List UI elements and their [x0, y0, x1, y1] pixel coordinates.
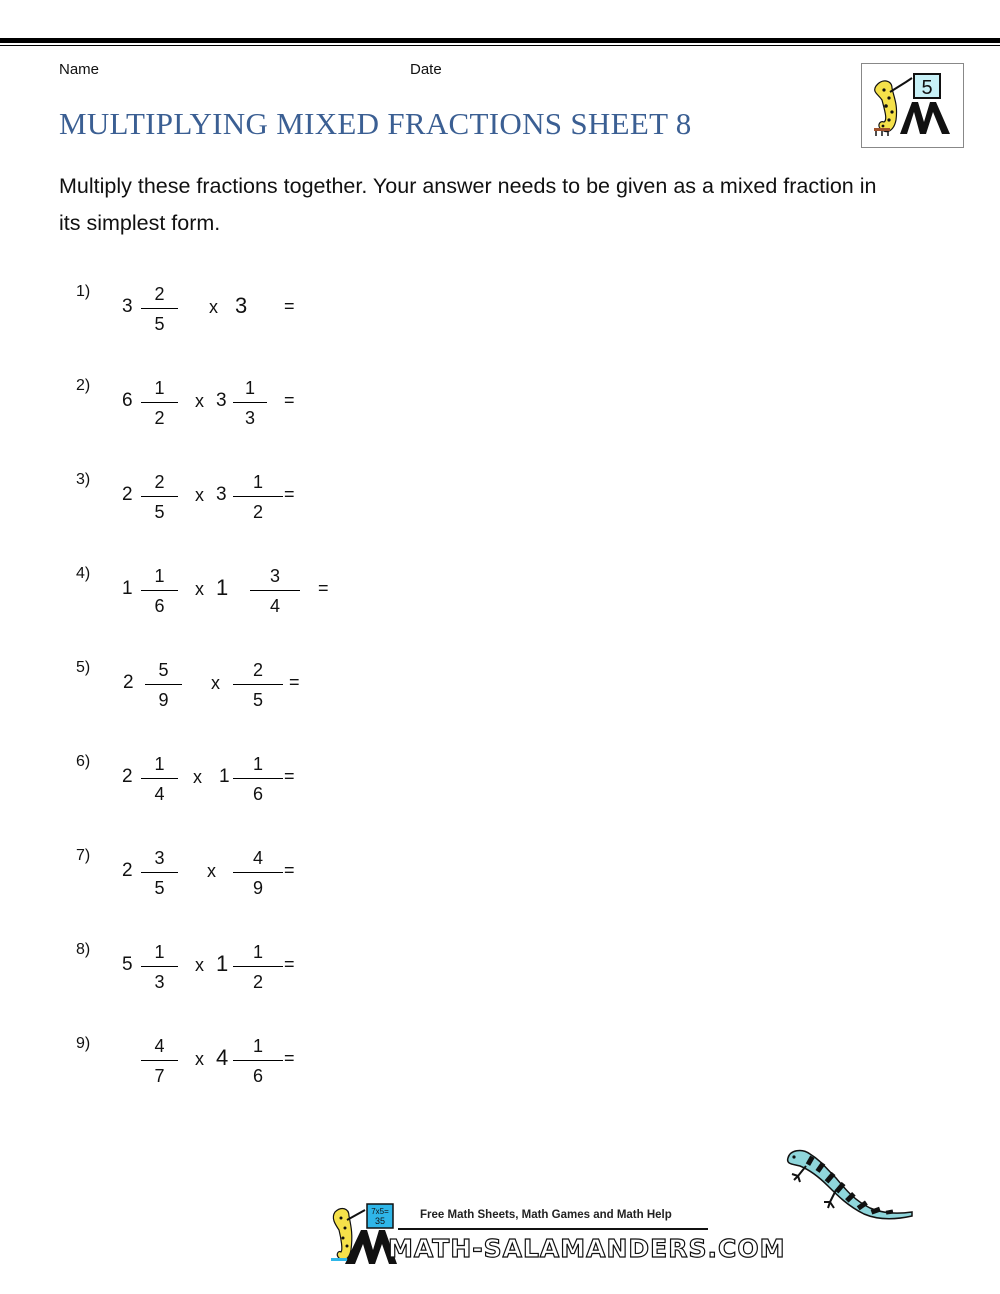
problem-number: 1): [76, 283, 91, 300]
second-fraction: [233, 940, 283, 994]
first-fraction: [141, 752, 178, 806]
first-fraction: [141, 282, 178, 336]
svg-text:35: 35: [374, 1216, 386, 1226]
numerator: 4: [252, 848, 263, 868]
denominator: 5: [252, 690, 263, 710]
fraction-bar: [141, 778, 178, 779]
denominator: 6: [252, 784, 263, 804]
denominator: 4: [269, 596, 280, 616]
second-fraction: [233, 376, 267, 430]
top-rule-thin: [0, 45, 1000, 46]
answer-space[interactable]: [304, 761, 424, 791]
answer-space[interactable]: [304, 949, 424, 979]
problem-item: [0, 565, 500, 635]
first-fraction: [141, 564, 178, 618]
numerator: 1: [154, 754, 165, 774]
first-fraction: [145, 658, 182, 712]
fraction-bar: [141, 1060, 178, 1061]
multiply-sign: x: [195, 955, 204, 975]
numerator: 4: [154, 1036, 165, 1056]
grade-logo: [861, 63, 964, 148]
equals-sign: =: [284, 390, 295, 410]
multiply-sign: x: [195, 485, 204, 505]
problem-item: [0, 941, 500, 1011]
numerator: 2: [154, 284, 165, 304]
denominator: 9: [158, 690, 169, 710]
fraction-bar: [145, 684, 182, 685]
denominator: 4: [154, 784, 165, 804]
problem-item: [0, 283, 500, 353]
first-whole-number: 1: [122, 578, 133, 599]
multiply-sign: x: [207, 861, 216, 881]
answer-space[interactable]: [304, 855, 424, 885]
numerator: 3: [154, 848, 165, 868]
multiply-sign: x: [195, 1049, 204, 1069]
fraction-bar: [233, 402, 267, 403]
numerator: 1: [154, 378, 165, 398]
fraction-bar: [141, 402, 178, 403]
second-fraction: [233, 470, 283, 524]
equals-sign: =: [284, 296, 295, 316]
second-fraction: [233, 1034, 283, 1088]
answer-space[interactable]: [304, 479, 424, 509]
fraction-bar: [141, 872, 178, 873]
fraction-bar: [233, 496, 283, 497]
second-fraction: [233, 752, 283, 806]
problem-item: [0, 847, 500, 917]
denominator: 5: [154, 502, 165, 522]
equals-sign: =: [284, 860, 295, 880]
date-label: Date: [410, 61, 442, 78]
numerator: 1: [252, 942, 263, 962]
problem-number: 5): [76, 659, 91, 676]
problem-number: 3): [76, 471, 91, 488]
denominator: 2: [154, 408, 165, 428]
numerator: 2: [252, 660, 263, 680]
second-fraction: [250, 564, 300, 618]
problem-number: 4): [76, 565, 91, 582]
first-fraction: [141, 940, 178, 994]
instructions-text: Multiply these fractions together. Your answer needs to be given as a mixed fraction in its simplest form.: [59, 174, 877, 235]
numerator: 1: [252, 754, 263, 774]
first-whole-number: 2: [122, 766, 133, 787]
problem-number: 2): [76, 377, 91, 394]
equals-sign: =: [284, 484, 295, 504]
problem-number: 8): [76, 941, 91, 958]
fraction-bar: [233, 872, 283, 873]
name-label: Name: [59, 61, 100, 78]
fraction-bar: [250, 590, 300, 591]
denominator: 3: [244, 408, 255, 428]
denominator: 2: [252, 502, 263, 522]
first-fraction: [141, 376, 178, 430]
fraction-bar: [233, 684, 283, 685]
first-whole-number: 6: [122, 390, 133, 411]
footer-tagline: Free Math Sheets, Math Games and Math Help: [420, 1209, 672, 1221]
problem-item: [0, 377, 500, 447]
answer-space[interactable]: [304, 291, 424, 321]
top-rule-thick: [0, 38, 1000, 43]
numerator: 1: [244, 378, 255, 398]
problem-item: [0, 1035, 500, 1105]
fraction-bar: [141, 308, 178, 309]
denominator: 9: [252, 878, 263, 898]
numerator: 1: [252, 1036, 263, 1056]
footer-site-link[interactable]: MATH-SALAMANDERS.COM: [388, 1234, 786, 1263]
denominator: 2: [252, 972, 263, 992]
second-fraction: [233, 846, 283, 900]
answer-space[interactable]: [309, 667, 429, 697]
fraction-bar: [141, 590, 178, 591]
numerator: 2: [154, 472, 165, 492]
page-title: MULTIPLYING MIXED FRACTIONS SHEET 8: [59, 106, 692, 141]
denominator: 5: [154, 314, 165, 334]
first-fraction: [141, 846, 178, 900]
second-whole-number: 1: [216, 951, 229, 976]
fraction-bar: [233, 778, 283, 779]
denominator: 7: [154, 1066, 165, 1086]
first-whole-number: 2: [122, 484, 133, 505]
second-whole-number: 3: [216, 484, 227, 505]
svg-text:5: 5: [921, 77, 933, 99]
footer-divider: [398, 1228, 708, 1230]
equals-sign: =: [318, 578, 329, 598]
numerator: 3: [269, 566, 280, 586]
first-fraction: [141, 470, 178, 524]
fraction-bar: [233, 966, 283, 967]
denominator: 3: [154, 972, 165, 992]
problem-item: [0, 471, 500, 541]
second-fraction: [233, 658, 283, 712]
first-whole-number: 2: [123, 672, 134, 693]
multiply-sign: x: [211, 673, 220, 693]
second-whole-number: 1: [219, 766, 230, 787]
denominator: 6: [252, 1066, 263, 1086]
problem-item: [0, 659, 500, 729]
numerator: 1: [154, 566, 165, 586]
second-whole-number: 3: [216, 390, 227, 411]
salamander-icon: [780, 1140, 920, 1230]
multiply-sign: x: [195, 391, 204, 411]
multiply-sign: x: [195, 579, 204, 599]
first-whole-number: 5: [122, 954, 133, 975]
fraction-bar: [141, 496, 178, 497]
multiply-sign: x: [193, 767, 202, 787]
numerator: 1: [154, 942, 165, 962]
equals-sign: =: [284, 954, 295, 974]
equals-sign: =: [284, 766, 295, 786]
first-whole-number: 2: [122, 860, 133, 881]
problem-number: 6): [76, 753, 91, 770]
fraction-bar: [141, 966, 178, 967]
second-whole-number: 4: [216, 1045, 229, 1070]
fraction-bar: [233, 1060, 283, 1061]
answer-space[interactable]: [338, 573, 458, 603]
numerator: 1: [252, 472, 263, 492]
second-whole-number: 1: [216, 575, 229, 600]
multiply-sign: x: [209, 297, 218, 317]
problem-number: 7): [76, 847, 91, 864]
first-fraction: [141, 1034, 178, 1088]
denominator: 5: [154, 878, 165, 898]
problem-number: 9): [76, 1035, 91, 1052]
svg-text:7x5=: 7x5=: [371, 1207, 389, 1216]
equals-sign: =: [289, 672, 300, 692]
problem-item: [0, 753, 500, 823]
second-whole-number: 3: [235, 293, 248, 318]
answer-space[interactable]: [304, 385, 424, 415]
numerator: 5: [158, 660, 169, 680]
denominator: 6: [154, 596, 165, 616]
first-whole-number: 3: [122, 296, 133, 317]
salamander-teacher-icon: [862, 64, 963, 147]
equals-sign: =: [284, 1048, 295, 1068]
answer-space[interactable]: [304, 1043, 424, 1073]
